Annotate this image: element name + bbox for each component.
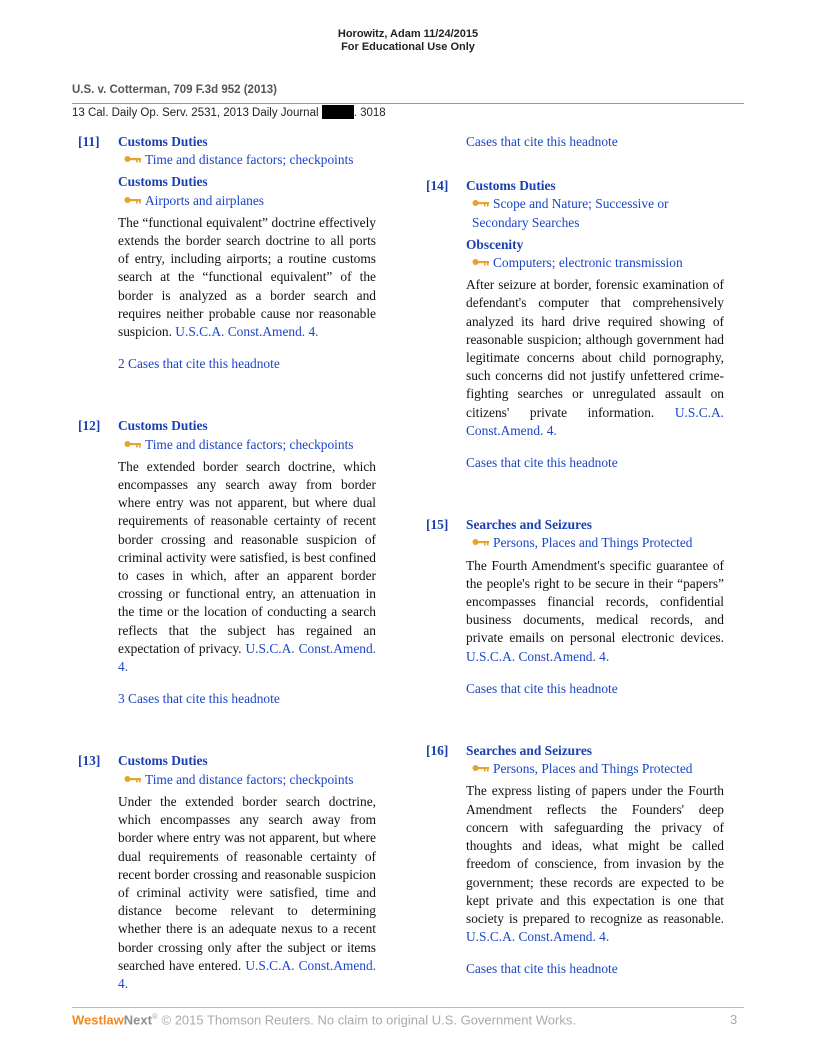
- header-divider: [72, 103, 744, 104]
- headnote-subtopic[interactable]: Airports and airplanes: [118, 192, 376, 210]
- cases-citing-link[interactable]: Cases that cite this headnote: [466, 455, 618, 471]
- cases-citing-link[interactable]: Cases that cite this headnote: [466, 680, 618, 696]
- key-icon: [472, 764, 489, 772]
- statute-link[interactable]: U.S.C.A. Const.Amend. 4.: [466, 929, 610, 945]
- cases-citing-link[interactable]: 3 Cases that cite this headnote: [118, 691, 280, 707]
- headnote-text: The express listing of papers under the Fourth Amendment reflects the Founders' deep concern with safeguarding the privacy of thoughts and ideas, what might be called freedom of conscience, from invasion by the government; these records are expected to be kept private and this expectation is one that society is prepared to recognize as reasonable. U.S.C.A. Const.Amend. 4.: [466, 783, 724, 945]
- headnote-topic[interactable]: Customs Duties: [118, 418, 208, 434]
- footer-divider: [72, 1007, 744, 1008]
- headnote-text: The “functional equivalent” doctrine effectively extends the border search doctrine to all ports of entry, including airports; a routine customs search at the “functional equivalent” of the border is analyzed as a border search and requires neither probable cause nor reasonable suspicion. U.S.C.A. Const.Amend. 4.: [118, 214, 376, 340]
- copyright-text: © 2015 Thomson Reuters. No claim to original U.S. Government Works.: [161, 1012, 576, 1028]
- registered-mark: ®: [151, 1012, 158, 1021]
- cases-citing-link[interactable]: Cases that cite this headnote: [466, 961, 618, 977]
- citation-subline: [72, 105, 386, 119]
- headnote-number[interactable]: [12]: [78, 418, 101, 434]
- headnote: [78, 752, 376, 993]
- key-icon: [124, 155, 141, 163]
- statute-link[interactable]: U.S.C.A. Const.Amend. 4.: [175, 324, 319, 340]
- headnote-number[interactable]: [15]: [426, 517, 449, 533]
- key-icon: [472, 538, 489, 546]
- key-icon: [124, 196, 141, 204]
- key-icon: [124, 440, 141, 448]
- page-number: 3: [730, 1012, 738, 1027]
- headnote-topic[interactable]: Customs Duties: [118, 753, 208, 769]
- header-user-line: Horowitz, Adam 11/24/2015: [337, 28, 479, 40]
- cases-citing-link[interactable]: 2 Cases that cite this headnote: [118, 356, 280, 372]
- redaction-block: [322, 105, 354, 119]
- headnote-number[interactable]: [14]: [426, 178, 449, 194]
- statute-link[interactable]: U.S.C.A. Const.Amend. 4.: [118, 957, 376, 991]
- headnote-subtopic[interactable]: Time and distance factors; checkpoints: [118, 151, 376, 169]
- header-use-line: For Educational Use Only: [341, 41, 475, 53]
- headnote-subtopic[interactable]: Persons, Places and Things Protected: [466, 534, 724, 552]
- headnote: [426, 516, 724, 698]
- headnote-text: Under the extended border search doctrine, which encompasses any search away from border where entry was not apparent, but where dual requirements of reasonable certainty of recent border crossing and reasonable suspicion of criminal activity were satisfied, time and distance become relevant to determining whether there is an adequate nexus to a recent border crossing only after the subject or items searched have entered. U.S.C.A. Const.Amend. 4.: [118, 793, 376, 991]
- headnote: [426, 177, 724, 472]
- headnote-number[interactable]: [16]: [426, 743, 449, 759]
- headnote-number[interactable]: [11]: [78, 134, 100, 149]
- right-column: [426, 133, 724, 997]
- cases-citing-link[interactable]: Cases that cite this headnote: [466, 134, 618, 149]
- headnote-number[interactable]: [13]: [78, 753, 101, 769]
- citation-title: U.S. v. Cotterman, 709 F.3d 952 (2013): [72, 84, 277, 96]
- headnote-subtopic[interactable]: Computers; electronic transmission: [466, 254, 724, 272]
- headnote-topic[interactable]: Customs Duties: [466, 178, 556, 194]
- headnote-topic[interactable]: Obscenity: [466, 236, 524, 252]
- statute-link[interactable]: U.S.C.A. Const.Amend. 4.: [118, 640, 376, 675]
- citation-sub-before: 13 Cal. Daily Op. Serv. 2531, 2013 Daily Journal: [72, 107, 319, 119]
- headnote: [426, 742, 724, 978]
- citation-sub-after: . 3018: [353, 107, 386, 119]
- headnote-subtopic[interactable]: Time and distance factors; checkpoints: [118, 436, 376, 454]
- statute-link[interactable]: U.S.C.A. Const.Amend. 4.: [466, 648, 610, 664]
- key-icon: [472, 258, 489, 266]
- headnote: [78, 417, 376, 708]
- headnote-text: After seizure at border, forensic examination of defendant's computer that comprehensively analyzed its hard drive required showing of reasonable suspicion; although government had legitimate concerns about child pornography, such concerns did not justify unfettered crime-fighting searches or unregulated assault on citizens' private information. U.S.C.A. Const.Amend. 4.: [466, 277, 724, 438]
- headnote: [78, 133, 376, 373]
- key-icon: [472, 199, 489, 207]
- headnote-subtopic[interactable]: Scope and Nature; Successive or Secondary Searches: [472, 196, 669, 230]
- statute-link[interactable]: U.S.C.A. Const.Amend. 4.: [466, 404, 724, 438]
- headnote-topic[interactable]: Customs Duties: [118, 174, 208, 190]
- headnote-text: The Fourth Amendment's specific guarantee of the people's right to be secure in their “papers” encompasses financial records, confidential business documents, medical records, and private emails on personal electronic devices. U.S.C.A. Const.Amend. 4.: [466, 557, 724, 664]
- key-icon: [124, 775, 141, 783]
- headnote-subtopic[interactable]: Time and distance factors; checkpoints: [118, 771, 376, 789]
- headnote-subtopic[interactable]: Persons, Places and Things Protected: [466, 760, 724, 778]
- westlaw-logo: Westlaw: [72, 1012, 124, 1028]
- headnote-topic[interactable]: Searches and Seizures: [466, 743, 592, 759]
- headnote-continuation: [466, 133, 724, 151]
- headnote-topic[interactable]: Searches and Seizures: [466, 517, 592, 533]
- footer-notice: [72, 1012, 576, 1027]
- next-logo: Next: [123, 1012, 152, 1028]
- left-column: [78, 133, 376, 1011]
- headnote-text: The extended border search doctrine, which encompasses any search away from border where entry was not apparent, but where dual requirements of reasonable certainty of recent border crossing and reasonable suspicion of criminal activity were satisfied, is best confined to cases in which, after an apparent border crossing or functional entry, an attenuation in the time or the location of conducting a search reflects that the subject has regained an expectation of privacy. U.S.C.A. Const.Amend. 4.: [118, 458, 376, 675]
- headnote-topic[interactable]: Customs Duties: [118, 134, 208, 149]
